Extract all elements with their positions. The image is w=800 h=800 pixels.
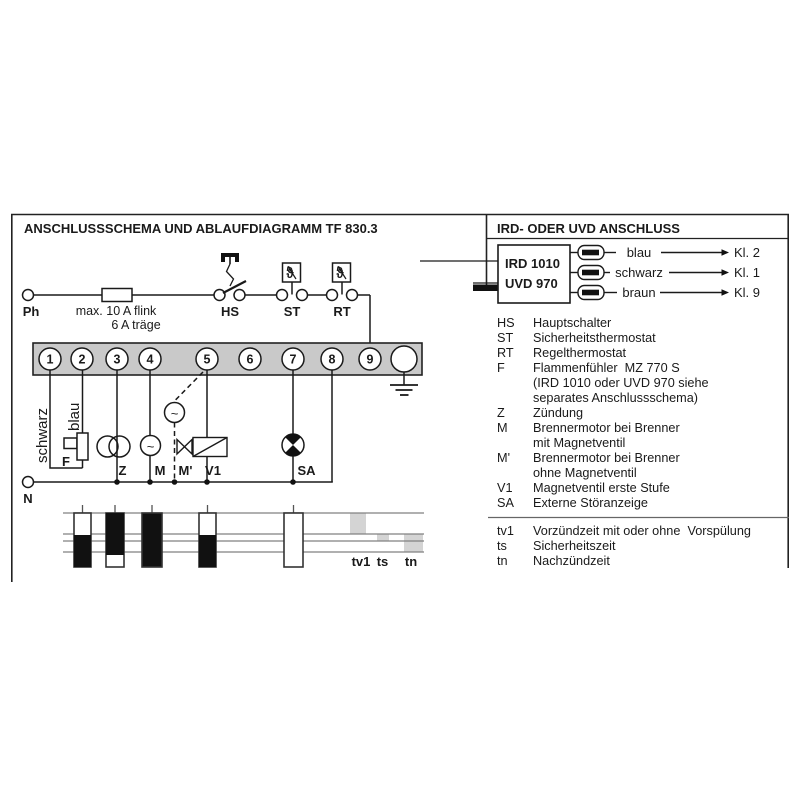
motor-sine-symbol: ~ — [146, 439, 155, 454]
motor-alt-label: M' — [178, 463, 193, 478]
arrow-head — [722, 289, 730, 295]
legend-abbr: tn — [497, 554, 508, 568]
phase-tv1 — [350, 513, 366, 534]
legend-row-sa — [497, 496, 797, 511]
legend-row-m-alt — [497, 451, 797, 466]
sensor-box-line2: UVD 970 — [505, 276, 558, 291]
arrow-head — [722, 249, 730, 255]
legend-text: Sicherheitsthermostat — [533, 331, 656, 345]
legend-row-st — [497, 331, 797, 346]
neutral-label: N — [23, 491, 33, 506]
legend-abbr: M' — [497, 451, 510, 465]
legend-list — [497, 316, 797, 511]
legend-text: Nachzündzeit — [533, 554, 610, 568]
terminal-5-number: 5 — [203, 352, 211, 367]
legend-row-m — [497, 421, 797, 436]
fault-lamp-label: SA — [297, 463, 316, 478]
legend-text: mit Magnetventil — [533, 436, 626, 450]
terminal-8-number: 8 — [328, 352, 336, 367]
wire-to-terminal-9 — [358, 295, 371, 347]
fault-lamp-symbol — [282, 434, 304, 456]
neutral-line — [23, 477, 333, 488]
legend-row-rt — [497, 346, 797, 361]
phase-terminal — [23, 290, 34, 301]
terminal-strip — [33, 343, 422, 395]
flame-sensor-label: F — [62, 454, 70, 469]
legend-abbr: F — [497, 361, 505, 375]
legend-row-ts — [497, 539, 797, 554]
legend-text: Brennermotor bei Brenner — [533, 451, 680, 465]
timing-bar-m — [142, 513, 162, 567]
timing-legend-list — [497, 524, 797, 569]
safety-thermostat-label: ST — [283, 304, 301, 319]
legend-text: Hauptschalter — [533, 316, 612, 330]
legend-row-tv1 — [497, 524, 797, 539]
terminal-6-number: 6 — [246, 352, 254, 367]
legend-text: ohne Magnetventil — [533, 466, 637, 480]
sensor-drawing — [420, 245, 570, 303]
terminal-2-number: 2 — [78, 352, 86, 367]
sensor-box-line1: IRD 1010 — [505, 256, 560, 271]
phase-tn — [404, 534, 423, 552]
terminal-7-number: 7 — [289, 352, 297, 367]
legend-abbr: M — [497, 421, 508, 435]
theta-symbol-st: ϑ — [286, 267, 294, 281]
wire-black-label: schwarz — [34, 407, 51, 463]
sensor-wire-color-blau: blau — [626, 245, 652, 260]
timing-mark-ts: ts — [376, 554, 389, 569]
legend-text: (IRD 1010 oder UVD 970 siehe — [533, 376, 709, 390]
terminal-3-number: 3 — [113, 352, 121, 367]
motor-alt-sine-symbol: ~ — [170, 406, 179, 421]
legend-abbr — [497, 391, 533, 406]
ignition-label: Z — [118, 463, 127, 478]
arrow-head — [722, 269, 730, 275]
timing-bars — [74, 513, 303, 567]
motor-label: M — [154, 463, 166, 478]
timing-mark-tn: tn — [404, 554, 418, 569]
timing-gray-phases — [350, 513, 423, 552]
ignition-transformer-symbol — [97, 436, 130, 457]
sensor-box-outline — [498, 245, 570, 303]
fuse-rating-line1: max. 10 A flink — [75, 304, 157, 318]
safety-thermostat-symbol — [277, 263, 327, 301]
phase-ts — [377, 534, 389, 541]
switch-linkage — [227, 264, 234, 286]
legend-row-tn — [497, 554, 797, 569]
legend-abbr: HS — [497, 316, 515, 330]
sensor-wire-color-schwarz: schwarz — [615, 265, 663, 280]
valve-label: V1 — [205, 463, 221, 478]
valve-symbol — [177, 438, 227, 457]
terminal-1-number: 1 — [46, 352, 54, 367]
right-panel-title: IRD- ODER UVD ANSCHLUSS — [497, 221, 680, 236]
legend-row-v1 — [497, 481, 797, 496]
left-panel-title: ANSCHLUSSSCHEMA UND ABLAUFDIAGRAMM TF 830.3 — [24, 221, 378, 236]
fuse-symbol — [102, 289, 132, 302]
legend-abbr — [497, 376, 533, 391]
sensor-wire-terminal-kl1: Kl. 1 — [734, 265, 761, 280]
timing-bar-sa — [284, 513, 303, 567]
legend-text: Magnetventil erste Stufe — [533, 481, 670, 495]
terminal-earth — [391, 346, 417, 372]
timing-column-ticks — [83, 505, 294, 513]
neutral-terminal — [23, 477, 34, 488]
fuse-rating-line2: 6 A träge — [111, 318, 161, 332]
theta-symbol-rt: ϑ — [336, 267, 344, 281]
legend-abbr: ts — [497, 539, 507, 553]
legend-abbr — [497, 436, 533, 451]
main-switch-label: HS — [220, 304, 240, 319]
legend-text: Brennermotor bei Brenner — [533, 421, 680, 435]
legend-row-f-cont2 — [497, 391, 797, 406]
legend-row-f-cont1 — [497, 376, 797, 391]
sensor-wire-terminal-kl2: Kl. 2 — [734, 245, 761, 260]
legend-row-z — [497, 406, 797, 421]
legend-text: Regelthermostat — [533, 346, 627, 360]
control-thermostat-label: RT — [333, 304, 351, 319]
legend-text: Sicherheitszeit — [533, 539, 616, 553]
legend-row-f — [497, 361, 797, 376]
sensor-clamp — [473, 285, 498, 292]
wire-blue-label: blau — [66, 402, 83, 431]
legend-abbr: RT — [497, 346, 514, 360]
legend-abbr: Z — [497, 406, 505, 420]
legend-text: Externe Störanzeige — [533, 496, 648, 510]
sensor-wire-terminal-kl9: Kl. 9 — [734, 285, 761, 300]
legend-text: Zündung — [533, 406, 584, 420]
legend-text: separates Anschlussschema) — [533, 391, 699, 405]
legend-abbr: ST — [497, 331, 514, 345]
legend-abbr: tv1 — [497, 524, 514, 538]
legend-abbr: SA — [497, 496, 514, 510]
phase-label: Ph — [22, 304, 40, 319]
terminal-4-number: 4 — [146, 352, 154, 367]
legend-text: Flammenfühler MZ 770 S — [533, 361, 680, 375]
terminal-9-number: 9 — [366, 352, 374, 367]
legend-abbr — [497, 466, 533, 481]
legend-text: Vorzündzeit mit oder ohne Vorspülung — [533, 524, 751, 538]
legend-row-m-cont — [497, 436, 797, 451]
legend-row-m-alt-cont — [497, 466, 797, 481]
legend-abbr: V1 — [497, 481, 513, 495]
sensor-wire-color-braun: braun — [622, 285, 656, 300]
main-switch-symbol — [214, 253, 277, 301]
phase-line — [23, 289, 215, 302]
timing-mark-tv1: tv1 — [351, 554, 371, 569]
wire-motor-alt-dashed — [175, 372, 204, 401]
legend-row-hs — [497, 316, 797, 331]
